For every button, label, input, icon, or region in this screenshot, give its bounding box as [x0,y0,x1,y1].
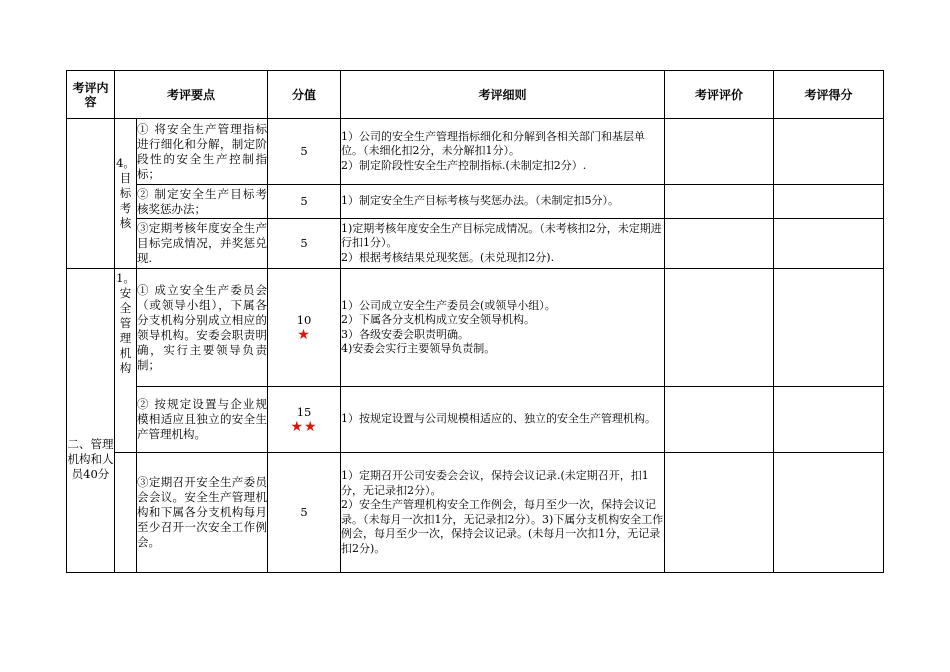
rule-line: 2）下属各分支机构成立安全领导机构。 [341,313,536,326]
sub-category-cell-blank [115,453,137,573]
table-row [67,119,884,185]
header-score: 分值 [268,71,341,119]
rules-cell [341,119,665,185]
evaluation-cell [665,387,774,453]
sub-category-cell: 4。目标考核 [115,119,137,269]
rules-cell [341,269,665,387]
score-cell: 5 [268,119,341,185]
sub-category-cell: 1。安全管理机构 [115,269,137,453]
result-cell [774,269,884,387]
evaluation-cell [665,453,774,573]
category-cell: 二、管理机构和人员40分 [67,269,115,573]
rules-cell [341,387,665,453]
table-row [67,453,884,573]
rules-cell [341,185,665,219]
rules-cell [341,453,665,573]
score-value: 15 [296,404,312,419]
point-cell: ② 按规定设置与企业规模相适应且独立的安全生产管理机构。 [137,387,268,453]
star-icon: ★★ [290,418,318,435]
rule-line: 3）各级安委会职责明确。 [341,327,470,341]
score-cell: 5 [268,453,341,573]
evaluation-table [66,70,884,573]
rule-line: 4)安委会实行主要领导负责制。 [341,342,496,355]
rule-line: 2）根据考核结果兑现奖惩。(未兑现扣2分). [341,250,555,264]
category-cell-blank [67,119,115,269]
header-category: 考评内容 [67,71,115,119]
star-icon: ★ [297,326,311,343]
rule-line: 1）公司的安全生产管理指标细化和分解到各相关部门和基层单位。（未细化扣2分，未分解扣1分）。 [341,129,646,158]
table-row [67,185,884,219]
point-cell: ③定期召开安全生产委员会会议。安全生产管理机构和下属各分支机构每月至少召开一次安全工作例会。 [137,453,268,573]
table-row [67,387,884,453]
point-cell: ① 将安全生产管理指标进行细化和分解，制定阶段性的安全生产控制指标； [137,119,268,185]
rule-line: 2）安全生产管理机构安全工作例会，每月至少一次，保持会议记录。（未每月一次扣1分，无记录扣2分）。3)下属分支机构安全工作例会，每月至少一次，保持会议记录。(未每月一次扣1分，无记录扣2分)。 [341,498,664,555]
evaluation-cell [665,185,774,219]
rule-line: 1）按规定设置与公司规模相适应的、独立的安全生产管理机构。 [341,412,657,426]
result-cell [774,185,884,219]
point-cell: ③定期考核年度安全生产目标完成情况，并奖惩兑现. [137,219,268,269]
rules-cell [341,219,665,269]
table-row [67,219,884,269]
result-cell [774,219,884,269]
point-cell: ① 成立安全生产委员会（或领导小组），下属各分支机构分别成立相应的领导机构。安委会职责明确，实行主要领导负责制； [137,269,268,387]
rule-line: 2）制定阶段性安全生产控制指标.(未制定扣2分）. [341,158,587,172]
result-cell [774,453,884,573]
score-cell: 5 [268,185,341,219]
score-cell: 5 [268,219,341,269]
result-cell [774,387,884,453]
header-rules: 考评细则 [341,71,665,119]
score-value: 10 [296,312,312,327]
header-result: 考评得分 [774,71,884,119]
evaluation-cell [665,119,774,185]
evaluation-cell [665,219,774,269]
point-cell: ② 制定安全生产目标考核奖惩办法； [137,185,268,219]
score-cell [268,387,341,453]
score-cell [268,269,341,387]
rule-line: 1)定期考核年度安全生产目标完成情况。（未考核扣2分，未定期进行扣1分）。 [341,221,662,250]
header-row [67,71,884,119]
rule-line: 1）公司成立安全生产委员会(或领导小组）。 [341,298,556,312]
header-evaluation: 考评评价 [665,71,774,119]
table-row [67,269,884,387]
result-cell [774,119,884,185]
evaluation-cell [665,269,774,387]
rule-line: 1）制定安全生产目标考核与奖惩办法。（未制定扣5分）。 [341,194,620,208]
header-points: 考评要点 [115,71,268,119]
rule-line: 1）定期召开公司安委会会议，保持会议记录.(未定期召开，扣1分，无记录扣2分）。 [341,469,649,497]
